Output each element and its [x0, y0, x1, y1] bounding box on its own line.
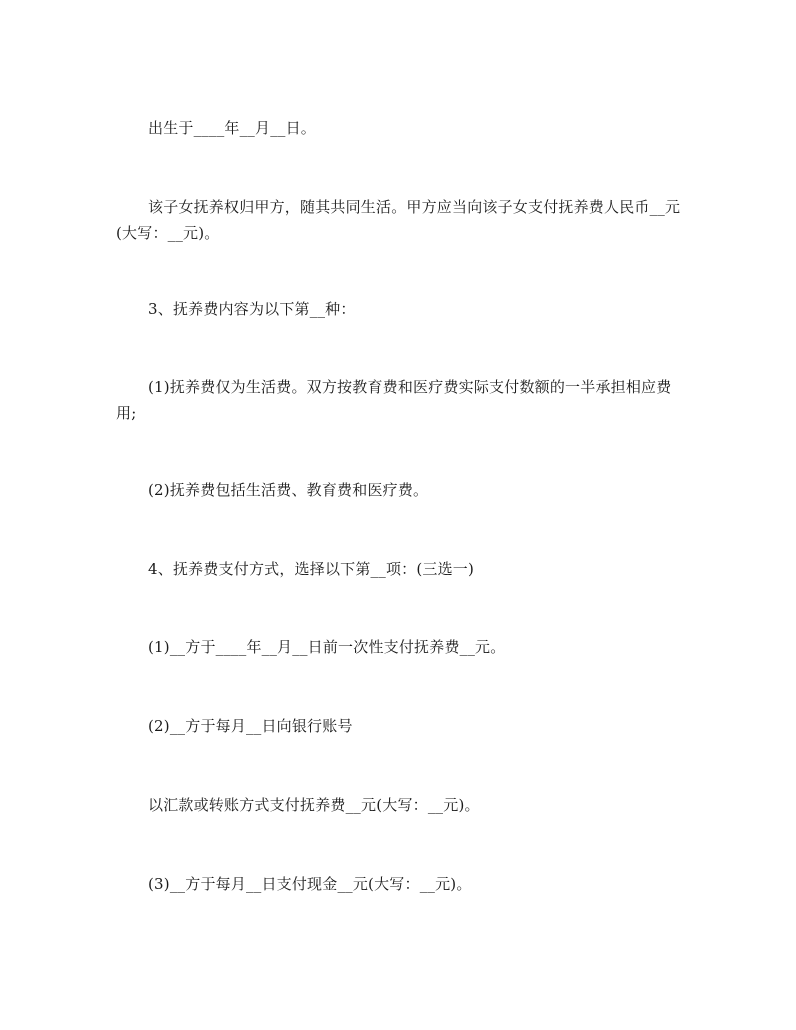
paragraph-option-all-expenses: (2)抚养费包括生活费、教育费和医疗费。 [148, 481, 429, 499]
paragraph-support-content: 3、抚养费内容为以下第__种： [148, 300, 356, 318]
paragraph-payment-bank: (2)__方于每月__日向银行账号 [148, 717, 353, 735]
paragraph-payment-method: 4、抚养费支付方式，选择以下第__项：(三选一) [148, 560, 475, 578]
paragraph-birth-date: 出生于____年__月__日。 [148, 119, 317, 137]
paragraph-custody: 该子女抚养权归甲方，随其共同生活。甲方应当向该子女支付抚养费人民币__元(大写：__元)。 [116, 198, 681, 242]
paragraph-option-living-expenses: (1)抚养费仅为生活费。双方按教育费和医疗费实际支付数额的一半承担相应费用; [116, 378, 672, 422]
paragraph-payment-lump-sum: (1)__方于____年__月__日前一次性支付抚养费__元。 [148, 638, 506, 656]
paragraph-payment-transfer: 以汇款或转账方式支付抚养费__元(大写：__元)。 [148, 796, 480, 814]
paragraph-payment-cash: (3)__方于每月__日支付现金__元(大写：__元)。 [148, 875, 472, 893]
